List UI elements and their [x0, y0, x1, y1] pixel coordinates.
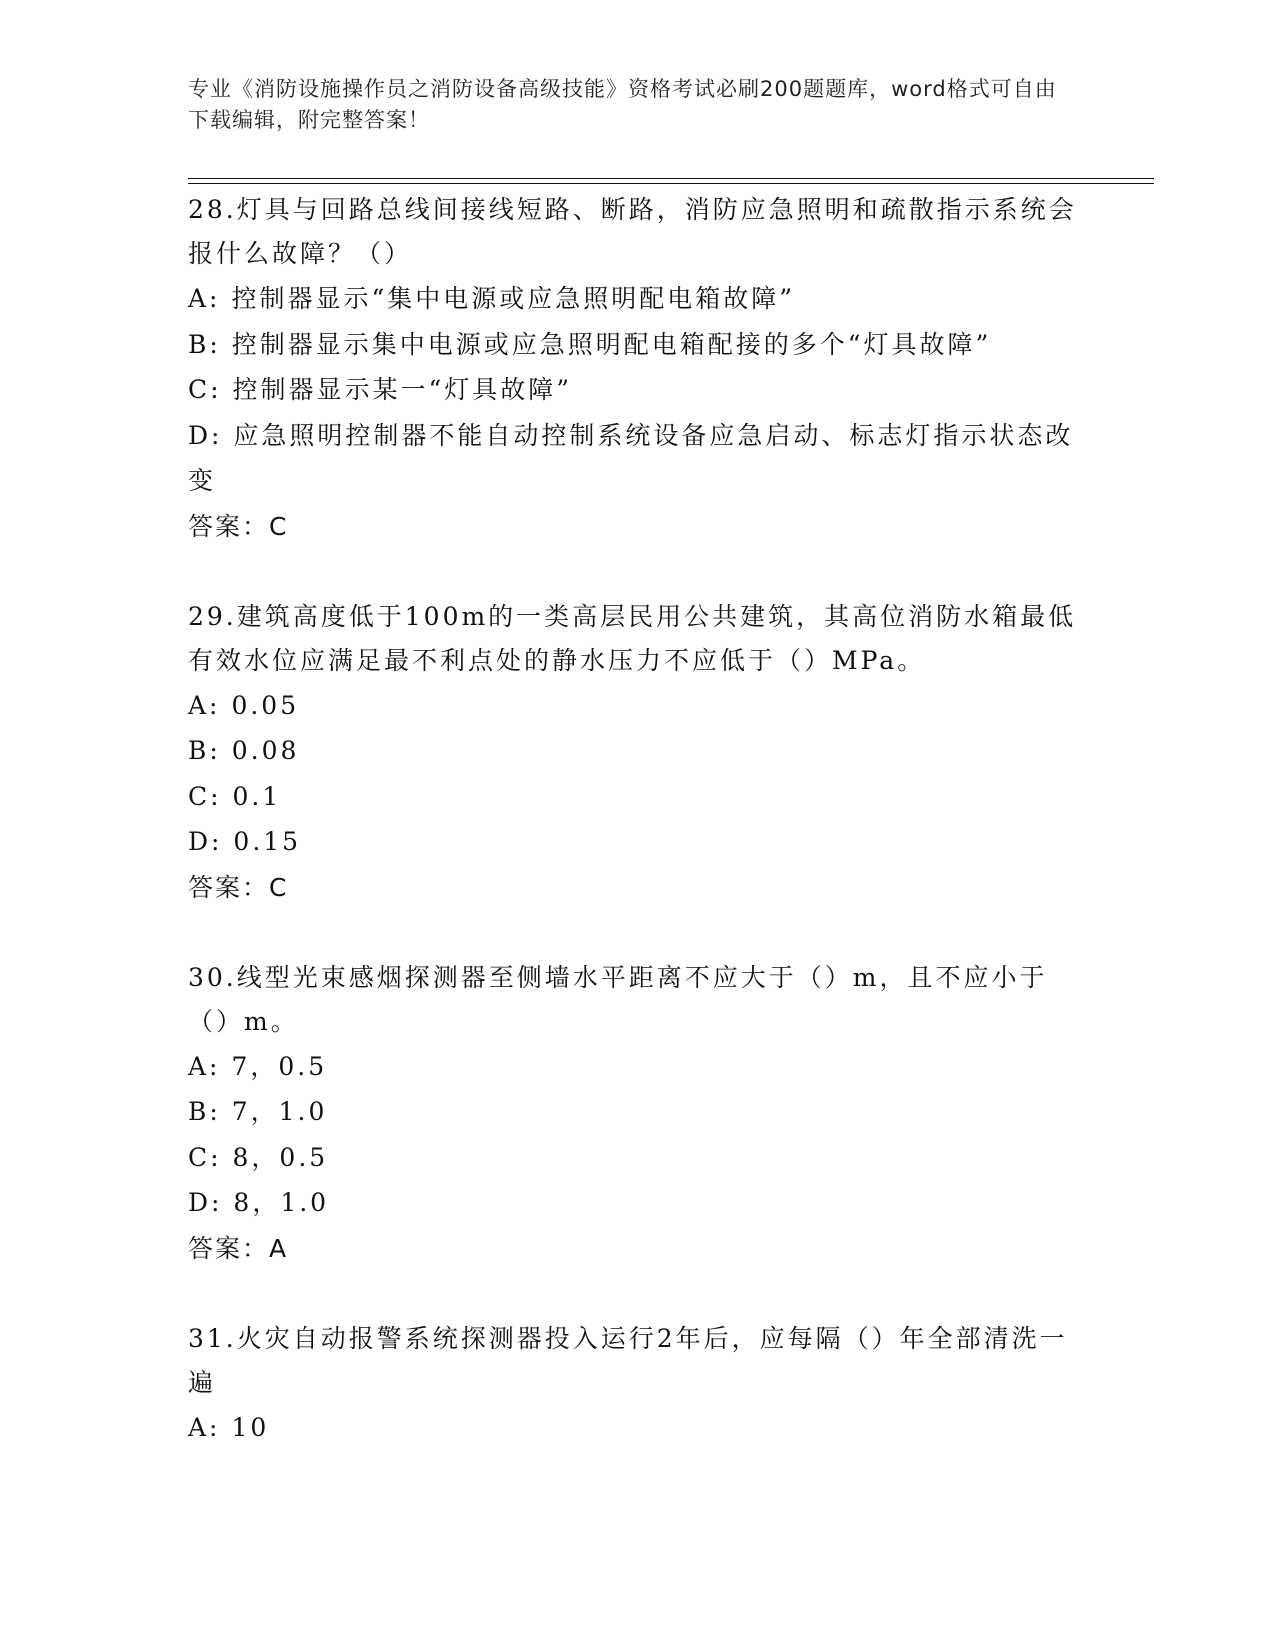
- option-text: 0.08: [231, 736, 300, 765]
- option-letter: A:: [188, 690, 221, 720]
- option-letter: C:: [188, 375, 222, 404]
- option-list: [188, 1405, 1088, 1451]
- option-c: [188, 1135, 1088, 1181]
- option-letter: D:: [188, 1188, 223, 1217]
- option-d: [188, 413, 1088, 504]
- answer-line: [188, 865, 1088, 910]
- answer-label: 答案：: [188, 1233, 270, 1263]
- option-list: [188, 683, 1088, 865]
- question-stem: 28.灯具与回路总线间接线短路、断路，消防应急照明和疏散指示系统会报什么故障？（）: [188, 195, 1077, 268]
- option-d: [188, 1180, 1088, 1226]
- option-text: 8，0.5: [232, 1142, 329, 1172]
- option-a: [188, 276, 1088, 322]
- question-29: [188, 595, 1088, 910]
- option-text: 0.05: [231, 690, 300, 720]
- option-letter: A:: [188, 1412, 221, 1442]
- option-text: 7，0.5: [231, 1051, 328, 1081]
- question-stem: 30.线型光束感烟探测器至侧墙水平距离不应大于（）m，且不应小于（）m。: [188, 962, 1048, 1036]
- option-letter: D:: [188, 827, 223, 856]
- option-letter: B:: [188, 329, 221, 359]
- option-a: [188, 683, 1088, 729]
- option-text: 8，1.0: [233, 1188, 330, 1217]
- option-d: [188, 819, 1088, 865]
- question-31: [188, 1317, 1088, 1451]
- option-text: 0.1: [232, 781, 282, 811]
- document-header-note: 专业《消防设施操作员之消防设备高级技能》资格考试必刷200题题库，word格式可自由下载编辑，附完整答案！: [188, 77, 1057, 132]
- question-list: [188, 188, 1088, 1496]
- answer-line: [188, 504, 1088, 549]
- option-b: [188, 1089, 1088, 1135]
- option-c: [188, 367, 1088, 413]
- option-letter: A:: [188, 284, 221, 313]
- option-text: 控制器显示集中电源或应急照明配电箱配接的多个“灯具故障”: [231, 329, 992, 359]
- header-divider-top: [188, 178, 1154, 179]
- option-list: [188, 276, 1088, 504]
- option-letter: A:: [188, 1051, 221, 1081]
- option-b: [188, 322, 1088, 368]
- option-text: 10: [231, 1412, 270, 1442]
- answer-label: 答案：: [188, 872, 270, 902]
- option-text: 应急照明控制器不能自动控制系统设备应急启动、标志灯指示状态改变: [188, 420, 1074, 495]
- option-letter: C:: [188, 1142, 222, 1172]
- option-letter: C:: [188, 781, 222, 811]
- answer-label: 答案：: [188, 511, 270, 541]
- option-text: 控制器显示某一“灯具故障”: [232, 375, 573, 404]
- option-c: [188, 774, 1088, 820]
- answer-value: C: [269, 872, 289, 902]
- option-b: [188, 728, 1088, 774]
- option-text: 7，1.0: [231, 1097, 328, 1126]
- answer-line: [188, 1226, 1088, 1271]
- answer-value: C: [269, 511, 289, 541]
- option-letter: D:: [188, 420, 223, 450]
- answer-value: A: [269, 1233, 289, 1263]
- option-text: 控制器显示“集中电源或应急照明配电箱故障”: [231, 284, 796, 313]
- option-letter: B:: [188, 736, 221, 765]
- question-28: [188, 188, 1088, 549]
- option-list: [188, 1044, 1088, 1226]
- question-stem: 31.火灾自动报警系统探测器投入运行2年后，应每隔（）年全部清洗一遍: [188, 1323, 1068, 1397]
- option-letter: B:: [188, 1097, 221, 1126]
- option-text: 0.15: [233, 827, 302, 856]
- question-stem: 29.建筑高度低于100m的一类高层民用公共建筑，其高位消防水箱最低有效水位应满足最不利点处的静水压力不应低于（）MPa。: [188, 601, 1077, 675]
- option-a: [188, 1044, 1088, 1090]
- option-a: [188, 1405, 1088, 1451]
- question-30: [188, 956, 1088, 1271]
- header-divider-bottom: [188, 183, 1154, 184]
